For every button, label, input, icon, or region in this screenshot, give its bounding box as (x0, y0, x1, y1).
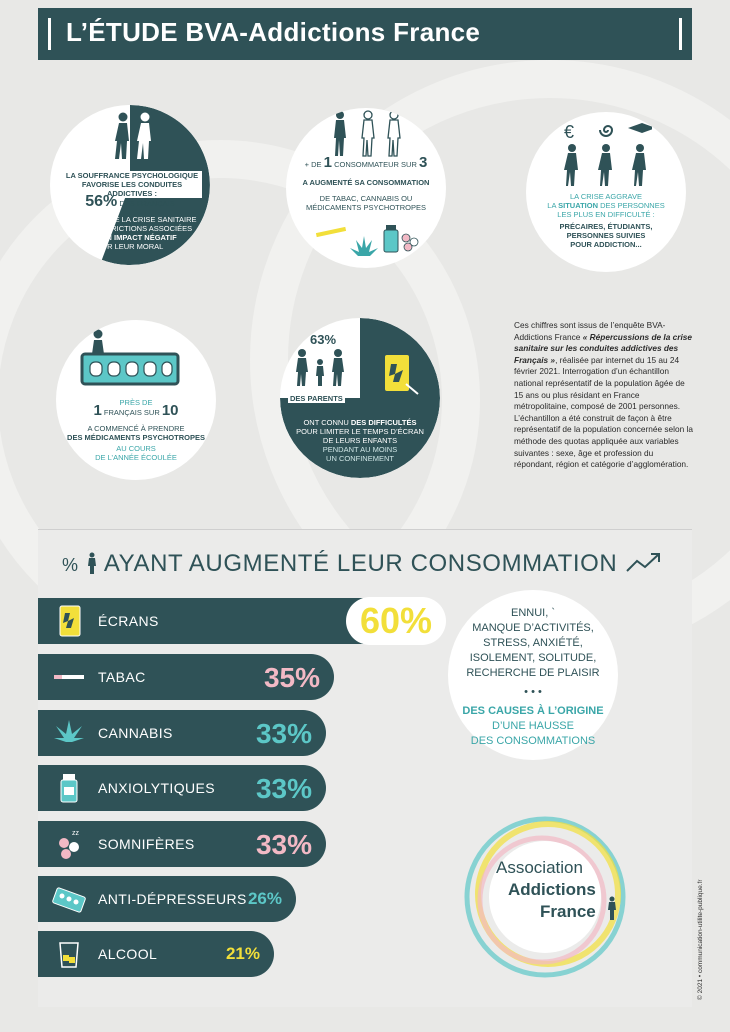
stat-circle-consumer (286, 108, 446, 268)
c2-line3: DE TABAC, CANNABIS OU (319, 194, 413, 203)
consumption-row-anxiolytiques (38, 765, 326, 811)
c2-pre: + DE (304, 160, 322, 169)
row-label: ANXIOLYTIQUES (98, 780, 215, 796)
row-label: ÉCRANS (98, 613, 159, 629)
c2-n2: 3 (418, 154, 428, 171)
row-label: CANNABIS (98, 725, 173, 741)
cause-line7: D’UNE HAUSSE (492, 720, 574, 732)
row-value: 33% (255, 829, 312, 860)
c3-line3: LES PLUS EN DIFFICULTÉ : (557, 210, 655, 219)
row-value: 35% (263, 662, 320, 693)
study-methodology-note (514, 320, 694, 471)
consumption-row-cannabis (38, 710, 326, 756)
consumption-row-antidepresseurs (38, 876, 296, 922)
note-part3: , réalisée par internet du 15 au 24 février 2021. Interrogation d’un échantillon national représentatif de la population âgée de 15 ans ou plus résidant en France métropolitaine, composé de 2001 personnes. L’échantillon a été construit de façon à être représentatif de la population concernée selon la méthode des quotas appliquée aux variables suivantes : sexe, âge et profession du répondant, région et catégorie d’agglomération. (514, 354, 693, 470)
c5-line4: PENDANT AU MOINS (322, 445, 398, 454)
cause-line2: MANQUE D’ACTIVITÉS, (472, 622, 594, 634)
glass-icon (52, 937, 86, 971)
c4-n1: 1 (93, 402, 102, 419)
header-divider (679, 18, 682, 50)
phone-icon (52, 604, 86, 638)
c3-line2a: LA (547, 201, 557, 210)
consumption-row-tabac (38, 654, 334, 700)
trend-up-icon (625, 551, 665, 573)
copyright-credit: © 2021 • communication-utilite-publique.fr (697, 879, 704, 1000)
c1-line6a: ONT UN (83, 233, 112, 242)
logo-line1: Association (496, 858, 583, 877)
stat-circle-precarity (526, 112, 686, 272)
row-value: 26% (247, 889, 282, 908)
c5-line5: UN CONFINEMENT (326, 454, 394, 463)
family-icon (292, 348, 352, 388)
person-icon (86, 552, 98, 574)
cause-line1: ENNUI, ` (511, 607, 555, 619)
cause-line5: RECHERCHE DE PLAISIR (466, 667, 600, 679)
row-label: ANTI-DÉPRESSEURS (98, 891, 247, 907)
row-value: 33% (255, 773, 312, 804)
stat-circle-moral (50, 105, 210, 265)
c1-line7: SUR LEUR MORAL (96, 242, 164, 251)
c4-line4: DES MÉDICAMENTS PSYCHOTROPES (67, 433, 205, 442)
sleeping-pills-icon (52, 827, 86, 861)
c1-percent: 56% (85, 193, 118, 210)
logo-line2: Addictions (508, 880, 596, 899)
cause-line8: DES CONSOMMATIONS (470, 735, 596, 747)
cause-line3: STRESS, ANXIÉTÉ, (483, 637, 583, 649)
cause-line4: ISOLEMENT, SOLITUDE, (469, 652, 597, 664)
row-value: 60% (346, 597, 446, 645)
addictions-france-logo (460, 812, 630, 982)
c3-line2b: SITUATION (558, 201, 598, 210)
stat-circle-psychotropes (56, 320, 216, 480)
c5-line3: DE LEURS ENFANTS (322, 436, 398, 445)
svg-text:€: € (564, 122, 575, 142)
row-label: TABAC (98, 669, 146, 685)
logo-line3: France (540, 902, 596, 921)
c4-line5: AU COURS (116, 444, 156, 453)
c2-line2: A AUGMENTÉ SA CONSOMMATION (302, 178, 430, 187)
two-people-icon (105, 111, 165, 163)
walking-person-icon (604, 896, 620, 922)
row-label: ALCOOL (98, 946, 158, 962)
c5-percent: 63% (310, 332, 337, 347)
c5-parents: DES PARENTS (290, 394, 343, 403)
c1-line5: & LES RESTRICTIONS ASSOCIÉES (67, 224, 193, 233)
causes-circle (448, 590, 618, 760)
c1-line4: ESTIMENT QUE LA CRISE SANITAIRE (63, 215, 197, 224)
pill-blister-icon (52, 882, 86, 916)
substances-icon (314, 216, 424, 266)
c4-mid: FRANÇAIS SUR (103, 408, 160, 417)
phone-icon (380, 352, 420, 396)
header-banner (38, 8, 692, 60)
c2-mid: CONSOMMATEUR SUR (334, 160, 417, 169)
c3-line2c: DES PERSONNES (600, 201, 665, 210)
c1-line6b: IMPACT NÉGATIF (114, 233, 177, 242)
svg-text:zz: zz (72, 830, 79, 837)
cannabis-leaf-icon (52, 716, 86, 750)
panel-title (62, 550, 665, 578)
pill-bottle-icon (52, 771, 86, 805)
page-title: L’ÉTUDE BVA-Addictions France (66, 17, 481, 47)
note-study-title: « Répercussions de la crise sanitaire sur les conduites addictives des Français » (514, 331, 693, 365)
row-value: 21% (225, 944, 260, 963)
c1-line2: FAVORISE LES CONDUITES ADDICTIVES : (81, 180, 183, 198)
c3-line6: POUR ADDICTION... (570, 240, 642, 249)
c3-line4: PRÉCAIRES, ÉTUDIANTS, (559, 222, 653, 231)
person-on-pills-icon (76, 328, 186, 388)
c5-line2: POUR LIMITER LE TEMPS D’ÉCRAN (296, 427, 424, 436)
c5-line1b: DES DIFFICULTÉS (350, 418, 417, 427)
stat-circle-screens (280, 318, 440, 478)
c4-line1: PRÈS DE (119, 398, 153, 407)
three-people-icon (328, 110, 408, 160)
c4-line3: A COMMENCÉ À PRENDRE (87, 424, 185, 433)
c3-line5: PERSONNES SUIVIES (566, 231, 646, 240)
consumption-row-alcool (38, 931, 274, 977)
c1-line3: DES FRANÇAIS (119, 199, 175, 208)
panel-title-text: AYANT AUGMENTÉ LEUR CONSOMMATION (103, 550, 618, 577)
cigarette-icon (52, 660, 86, 694)
header-divider (48, 18, 51, 50)
percent-sign: % (62, 555, 79, 575)
c2-line4: MÉDICAMENTS PSYCHOTROPES (305, 203, 426, 212)
consumption-row-somniferes (38, 821, 326, 867)
cause-dots: • • • (524, 686, 542, 698)
c1-line1: LA SOUFFRANCE PSYCHOLOGIQUE (65, 171, 199, 180)
consumption-row-ecrans (38, 598, 442, 644)
c2-n1: 1 (323, 154, 332, 171)
row-label: SOMNIFÈRES (98, 836, 195, 852)
c3-line1: LA CRISE AGGRAVE (570, 192, 642, 201)
c4-n2: 10 (161, 402, 179, 419)
cause-line6: DES CAUSES À L’ORIGINE (462, 705, 604, 717)
row-value: 33% (255, 718, 312, 749)
precarious-people-icon (562, 120, 652, 190)
c4-line6: DE L’ANNÉE ÉCOULÉE (95, 453, 177, 462)
note-part1: Ces chiffres sont issus de l’enquête BVA-Addictions France (514, 320, 666, 342)
c5-line1a: ONT CONNU (303, 418, 349, 427)
